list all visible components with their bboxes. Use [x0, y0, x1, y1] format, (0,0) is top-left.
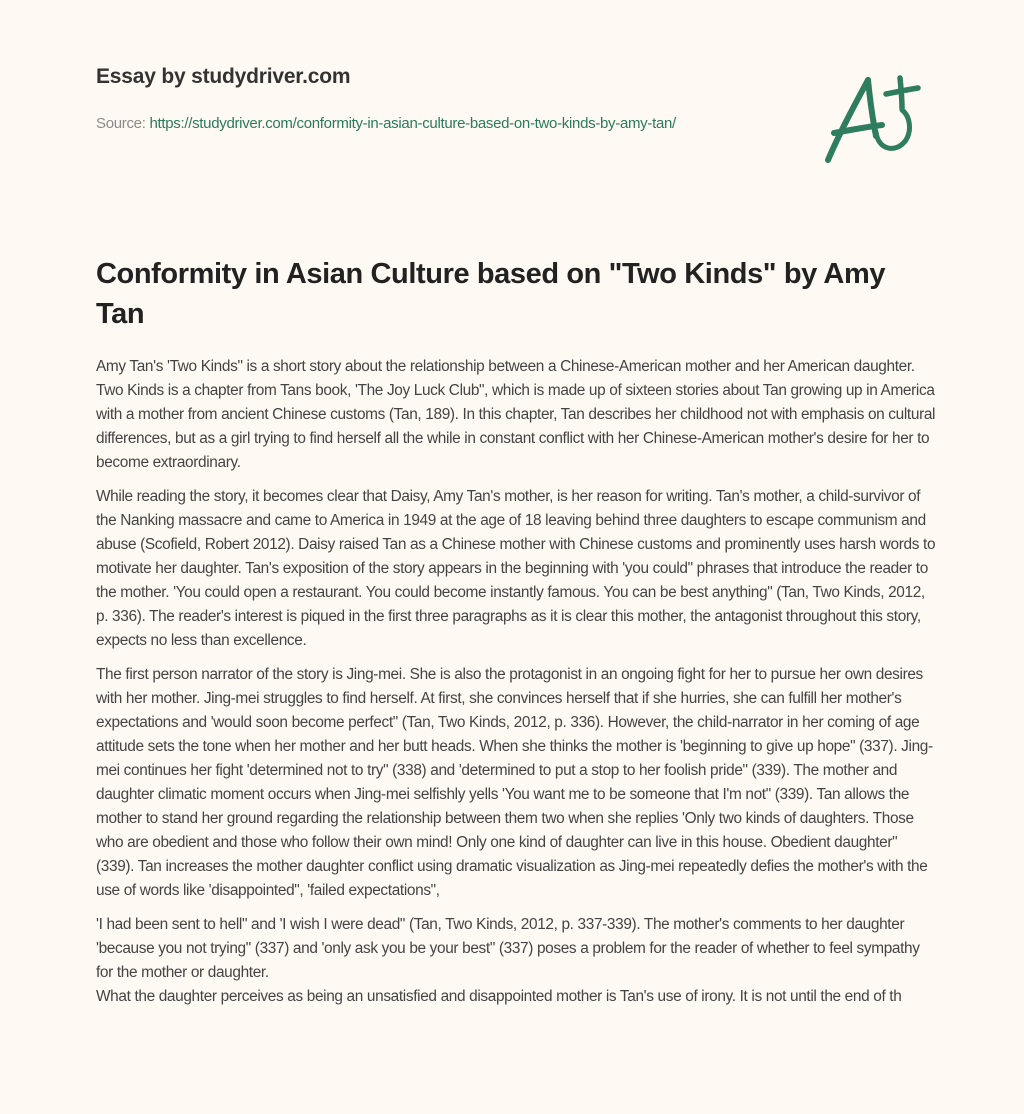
site-title: Essay by studydriver.com: [96, 65, 351, 88]
a-plus-grade-icon: [822, 70, 926, 164]
paragraph-2: While reading the story, it becomes clear that Daisy, Amy Tan's mother, is her reason for writing. Tan's mother, a child-survivor of the Nanking massacre and came to America in 1949 at the age of 18 leaving behind three daughters to escape communism and abuse (Scofield, Robert 2012). Daisy raised Tan as a Chinese mother with Chinese customs and prominently uses harsh words to motivate her daughter. Tan's exposition of the story appears in the beginning with 'you could" phrases that introduce the reader to the mother. 'You could open a restaurant. You could become instantly famous. You can be best anything" (Tan, Two Kinds, 2012, p. 336). The reader's interest is piqued in the first three paragraphs as it is clear this mother, the antagonist throughout this story, expects no less than excellence.: [96, 488, 936, 649]
essay-header: [96, 62, 736, 136]
source-link[interactable]: https://studydriver.com/conformity-in-asian-culture-based-on-two-kinds-by-amy-tan/: [149, 115, 676, 132]
source-line: [96, 112, 736, 136]
paragraph-5-truncated: What the daughter perceives as being an unsatisfied and disappointed mother is Tan's use of irony. It is not until the end of th: [96, 988, 902, 1005]
paragraph-4: 'I had been sent to hell" and 'I wish I were dead" (Tan, Two Kinds, 2012, p. 337-339). The mother's comments to her daughter 'because you not trying" (337) and 'only ask you be your best" (337) poses a problem for the reader of whether to feel sympathy for the mother or daughter.: [96, 916, 920, 981]
essay-body: [96, 355, 936, 1009]
paragraph-1: Amy Tan's 'Two Kinds" is a short story about the relationship between a Chinese-American mother and her American daughter. Two Kinds is a chapter from Tans book, 'The Joy Luck Club", which is made up of sixteen stories about Tan growing up in America with a mother from ancient Chinese customs (Tan, 189). In this chapter, Tan describes her childhood not with emphasis on cultural differences, but as a girl trying to find herself all the while in constant conflict with her Chinese-American mother's desire for her to become extraordinary.: [96, 358, 936, 471]
source-label: Source:: [96, 115, 150, 132]
paragraph-3: The first person narrator of the story is Jing-mei. She is also the protagonist in an ongoing fight for her to pursue her own desires with her mother. Jing-mei struggles to find herself. At first, she convinces herself that if she hurries, she can fulfill her mother's expectations and 'would soon become perfect" (Tan, Two Kinds, 2012, p. 336). However, the child-narrator in her coming of age attitude sets the tone when her mother and her butt heads. When she thinks the mother is 'beginning to give up hope" (337). Jing-mei continues her fight 'determined not to try" (338) and 'determined to put a stop to her foolish pride" (339). The mother and daughter climatic moment occurs when Jing-mei selfishly yells 'You want me to be someone that I'm not" (339). Tan allows the mother to stand her ground regarding the relationship between them two when she replies 'Only two kinds of daughters. Those who are obedient and those who follow their own mind! Only one kind of daughter can live in this house. Obedient daughter" (339). Tan increases the mother daughter conflict using dramatic visualization as Jing-mei repeatedly defies the mother's with the use of words like 'disappointed", 'failed expectations",: [96, 666, 933, 899]
article-title: Conformity in Asian Culture based on "Two Kinds" by Amy Tan: [96, 258, 886, 330]
